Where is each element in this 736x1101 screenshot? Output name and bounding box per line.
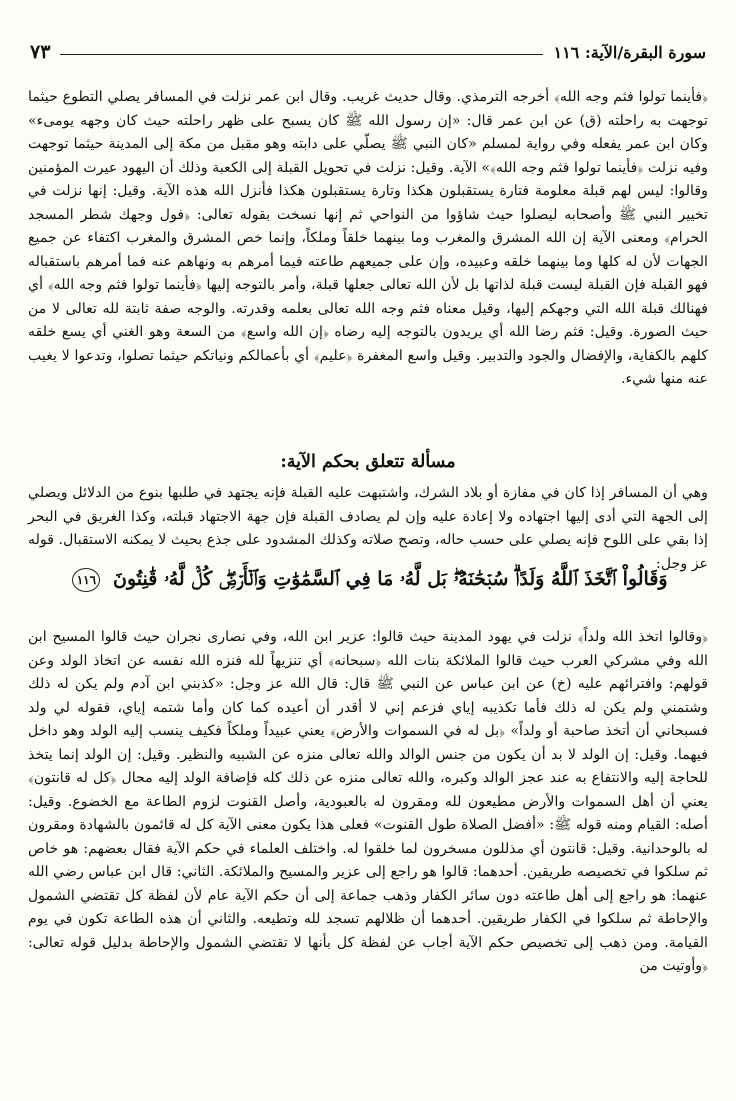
commentary-section-3 (28, 626, 708, 979)
header-rule (60, 54, 543, 55)
paragraph: ﴿وقالوا اتخذ الله ولداً﴾ نزلت في يهود المدينة حيث قالوا: عزير ابن الله، وفي نصارى نجران حيث قالوا المسيح ابن الله وفي مشركي العرب حيث قالوا الملائكة بنات الله ﴿سبحانه﴾ أي تنزيهاً لله فنزه الله نفسه عن اتخاذ الولد وعن قولهم: وافترائهم عليه (خ) عن ابن عباس عن النبي ﷺ قال: قال الله عز وجل: «كذبني ابن آدم ولم يكن له ذلك وشتمني ولم يكن له ذلك فأما تكذيبه إياي فزعم إني لا أقدر أن أعيده كما كان وأما شتمه إياي، فقوله لي ولد فسبحاني أن أتخذ صاحبة أو ولداً» ﴿بل له في السموات والأرض﴾ يعني عبيداً وملكاً فكيف ينسب إليه الولد وهو داخل فيهما. وقيل: إن الولد لا بد أن يكون من جنس الوالد والله تعالى منزه عن الشبيه والنظير. وقيل: إن الولد إنما يتخذ للحاجة إليه والانتفاع به عند عجز الوالد وكبره، والله تعالى منزه عن ذلك كله فإضافة الولد إليه محال ﴿كل له قانتون﴾ يعني أن أهل السموات والأرض مطيعون لله ومقرون له بالعبودية، وأصل القنوت لزوم الطاعة مع الخضوع. وقيل: أصله: القيام ومنه قوله ﷺ: «أفضل الصلاة طول القنوت» فعلى هذا يكون معنى الآية كل له قائمون بالشهادة ومقرون له بالوحدانية. وقيل: قانتون أي مذللون مسخرون لما خلقوا له. واختلف العلماء في حكم الآية فقال بعضهم: هو خاص ثم سلكوا في تخصيصه طريقين. أحدهما: قالوا هو راجع إلى عزير والمسيح والملائكة. الثاني: قال ابن عباس رضي الله عنهما: هو راجع إلى أهل طاعته دون سائر الكفار وذهب جماعة إلى أن حكم الآية عام لأن لفظة كل تقتضي الشمول والإحاطة ثم سلكوا في الكفار طريقين. أحدهما أن ظلالهم تسجد لله وتطيعه. والثاني أن هذه الطاعة تكون في يوم القيامة. ومن ذهب إلى تخصيص حكم الآية أجاب عن لفظة كل بأنها لا تقتضي الشمول والإحاطة بدليل قوله تعالى: ﴿وأوتيت من (28, 629, 708, 974)
paragraph: ﴿فأينما تولوا فثم وجه الله﴾ أخرجه الترمذي. وقال حديث غريب. وقال ابن عمر نزلت في المسافر يصلي التطوع حيثما توجهت به راحلته (ق) عن ابن عمر قال: «إن رسول الله ﷺ كان يسبح على ظهر راحلته حيث كان وجهه يومىء» وكان ابن عمر يفعله وفي رواية لمسلم «كان النبي ﷺ يصلّي على دابته وهو مقبل من مكة إلى المدينة حيثما توجهت وفيه نزلت ﴿فأينما تولوا فثم وجه الله﴾» الآية. وقيل: نزلت في تحويل القبلة إلى الكعبة وذلك أن اليهود عيرت المؤمنين وقالوا: ليس لهم قبلة معلومة فتارة يستقبلون هكذا وتارة يستقبلون هكذا فأنزل الله هذه الآية. وقيل: إنها نزلت في تخيير النبي ﷺ وأصحابه ليصلوا حيث شاؤوا من النواحي ثم إنها نسخت بقوله تعالى: ﴿فول وجهك شطر المسجد الحرام﴾ ومعنى الآية إن الله المشرق والمغرب وما بينهما خلقاً وملكاً، وإنما خص المشرق والمغرب اكتفاء عن جميع الجهات لأن له كلها وما بينهما خلقه وعبيده، وإن على جميعهم طاعته فيما أمرهم به ونهاهم عنه فما أمرهم باستقباله فهو القبلة فإن القبلة ليست قبلة لذاتها بل لأن الله تعالى جعلها قبلة، وأمر بالتوجه إليها ﴿فأينما تولوا فثم وجه الله﴾ أي فهنالك قبلة الله التي وجهكم إليها، وقيل معناه فثم وجه الله تعالى بعلمه وقدرته. والوجه صفة ثابتة لله تعالى لا من حيث الصورة. وقيل: فثم رضا الله أي يريدون بالتوجه إليه رضاه ﴿إن الله واسع﴾ من السعة وهو الغني أي يسع خلقه كلهم بالكفاية، والإفضال والجود والتدبير. وقيل واسع المغفرة ﴿عليم﴾ أي بأعمالكم ونياتكم حيثما تصلوا، وتدعوا لا يغيب عنه منها شيء. (28, 89, 709, 387)
commentary-section-2 (28, 482, 708, 576)
section-heading: مسألة تتعلق بحكم الآية: (280, 452, 456, 472)
quran-verse (30, 568, 710, 602)
verse-text: وَقَالُواْ ٱتَّخَذَ ٱللَّهُ وَلَدًاۗ سُبۡحَٰنَهُۥۖ بَل لَّهُۥ مَا فِي ٱلسَّمَٰوَٰتِ وَٱلۡأَرۡضِۖ كُلّٞ لَّهُۥ قَٰنِتُونَ (113, 568, 668, 590)
page-number: ٧٣ (30, 41, 51, 63)
running-title: سورة البقرة/الآية: ١١٦ (553, 42, 706, 62)
commentary-section-1 (28, 86, 708, 392)
page-header (30, 40, 706, 64)
ayah-number-marker: ١١٦ (72, 568, 100, 592)
paragraph: وهي أن المسافر إذا كان في مفازة أو بلاد الشرك، واشتبهت عليه القبلة فإنه يجتهد في طلبها بنوع من الدلائل ويصلي إلى الجهة التي أدى إليها اجتهاده ولا إعادة عليه وإن لم يصادف القبلة فإن جهة الاجتهاد قبلته، وكذا الغريق في البحر إذا بقي على اللوح فإنه يصلي على حسب حاله، وتصح صلاته وكذلك المشدود على جذع بحيث لا يمكنه الاستقبال. قوله عز وجل: (28, 485, 708, 572)
